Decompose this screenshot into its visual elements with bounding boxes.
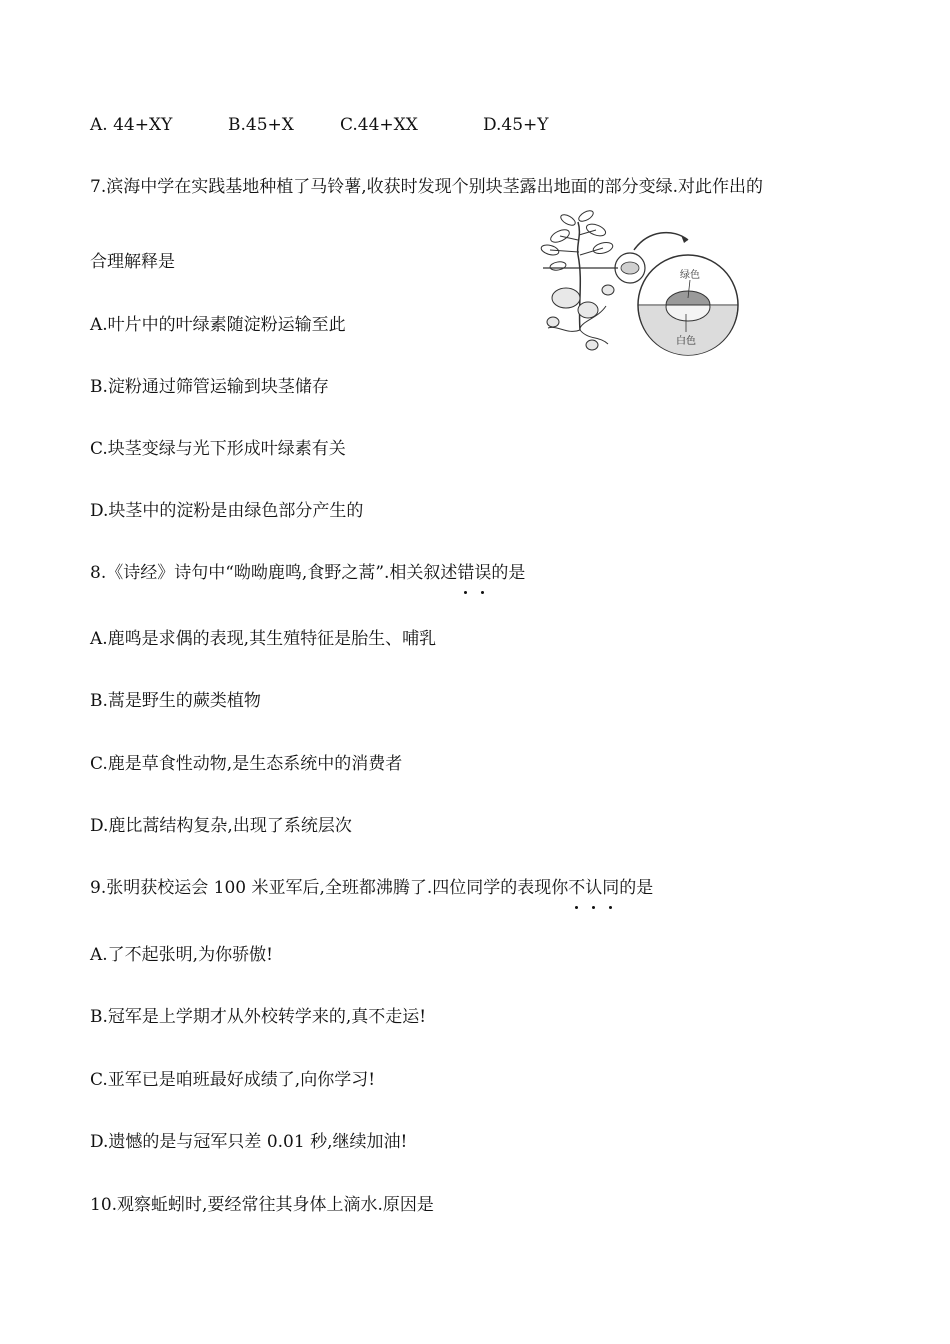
q8-option-c: C.鹿是草食性动物,是生态系统中的消费者	[90, 754, 403, 774]
emphasis-char: 不	[568, 878, 586, 898]
q9-stem-post: 的是	[619, 878, 654, 898]
q7-option-a: A.叶片中的叶绿素随淀粉运输至此	[90, 315, 346, 335]
q9-stem-pre: 9.张明获校运会 100 米亚军后,全班都沸腾了.四位同学的表现你	[90, 878, 569, 898]
q6-option-a: A. 44+XY	[90, 115, 173, 135]
q8-option-d: D.鹿比蒿结构复杂,出现了系统层次	[90, 816, 352, 836]
emphasis-char: 误	[474, 563, 492, 583]
q7-stem-line2: 合理解释是	[90, 252, 175, 272]
arrow	[634, 233, 688, 250]
potato-plant-figure	[538, 210, 744, 360]
q8-stem-pre: 8.《诗经》诗句中“呦呦鹿鸣,食野之蒿”.相关叙述	[90, 563, 458, 583]
q8-stem-emphasis	[457, 563, 491, 583]
q9-option-a: A.了不起张明,为你骄傲!	[90, 945, 273, 965]
q7-option-b: B.淀粉通过筛管运输到块茎储存	[90, 377, 329, 397]
q8-option-b: B.蒿是野生的蕨类植物	[90, 691, 261, 711]
q9-option-c: C.亚军已是咱班最好成绩了,向你学习!	[90, 1070, 376, 1090]
q8-stem-post: 的是	[491, 563, 526, 583]
q8-option-a: A.鹿鸣是求偶的表现,其生殖特征是胎生、哺乳	[90, 629, 437, 649]
label-green: 绿色	[680, 270, 700, 281]
emphasis-char: 认	[585, 878, 603, 898]
q9-option-b: B.冠军是上学期才从外校转学来的,真不走运!	[90, 1007, 427, 1027]
label-white: 白色	[676, 336, 696, 347]
q6-option-c: C.44+XX	[340, 115, 418, 135]
q9-option-d: D.遗憾的是与冠军只差 0.01 秒,继续加油!	[90, 1132, 408, 1152]
q7-stem-line1: 7.滨海中学在实践基地种植了马铃薯,收获时发现个别块茎露出地面的部分变绿.对此作出的	[90, 177, 764, 197]
q9-stem	[90, 876, 653, 900]
q7-option-d: D.块茎中的淀粉是由绿色部分产生的	[90, 501, 364, 521]
q6-option-b: B.45+X	[228, 115, 294, 135]
emphasis-char: 同	[602, 878, 620, 898]
emphasis-char: 错	[457, 563, 475, 583]
q7-option-c: C.块茎变绿与光下形成叶绿素有关	[90, 439, 346, 459]
q6-option-d: D.45+Y	[483, 115, 549, 135]
q8-stem	[90, 561, 525, 585]
q9-stem-emphasis	[568, 878, 619, 898]
plant-leaves	[540, 210, 614, 271]
q10-stem: 10.观察蚯蚓时,要经常往其身体上滴水.原因是	[90, 1195, 434, 1215]
